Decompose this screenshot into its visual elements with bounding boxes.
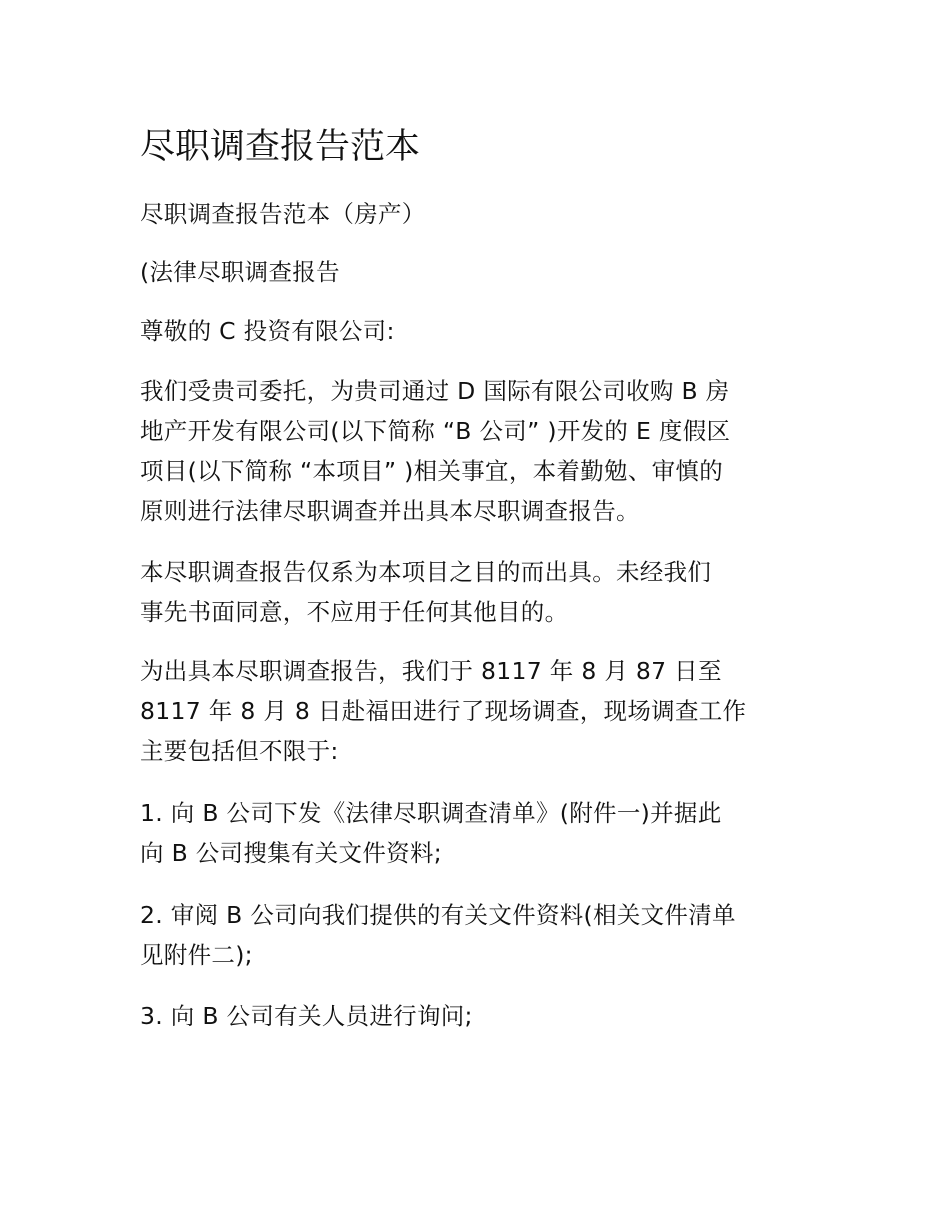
list-item-2 [140, 895, 736, 975]
item1-line-1: 1. 向 B 公司下发《法律尽职调查清单》(附件一)并据此 [140, 799, 722, 827]
purpose-line-2: 事先书面同意，不应用于任何其他目的。 [140, 598, 569, 626]
salutation: 尊敬的 C 投资有限公司: [140, 317, 395, 345]
item1-line-2: 向 B 公司搜集有关文件资料; [140, 839, 442, 867]
intro-line-3: 项目(以下简称 “本项目” )相关事宜，本着勤勉、审慎的 [140, 457, 724, 485]
report-label: (法律尽职调查报告 [140, 258, 340, 286]
item2-line-1: 2. 审阅 B 公司向我们提供的有关文件资料(相关文件清单 [140, 901, 736, 929]
document-subtitle: 尽职调查报告范本（房产） [140, 200, 426, 228]
scope-line-2: 8117 年 8 月 8 日赴福田进行了现场调查，现场调查工作 [140, 697, 747, 725]
item2-line-2: 见附件二); [140, 941, 253, 969]
intro-line-4: 原则进行法律尽职调查并出具本尽职调查报告。 [140, 497, 640, 525]
scope-line-3: 主要包括但不限于: [140, 737, 339, 765]
intro-paragraph [140, 371, 730, 531]
scope-paragraph [140, 651, 746, 771]
purpose-paragraph [140, 552, 711, 632]
intro-line-2: 地产开发有限公司(以下简称 “B 公司” )开发的 E 度假区 [140, 417, 731, 445]
list-item-1 [140, 793, 722, 873]
item3-line-1: 3. 向 B 公司有关人员进行询问; [140, 1002, 473, 1030]
list-item-3 [140, 996, 473, 1036]
intro-line-1: 我们受贵司委托，为贵司通过 D 国际有限公司收购 B 房 [140, 377, 730, 405]
purpose-line-1: 本尽职调查报告仅系为本项目之目的而出具。未经我们 [140, 558, 712, 586]
document-title: 尽职调查报告范本 [140, 127, 421, 167]
scope-line-1: 为出具本尽职调查报告，我们于 8117 年 8 月 87 日至 [140, 657, 722, 685]
